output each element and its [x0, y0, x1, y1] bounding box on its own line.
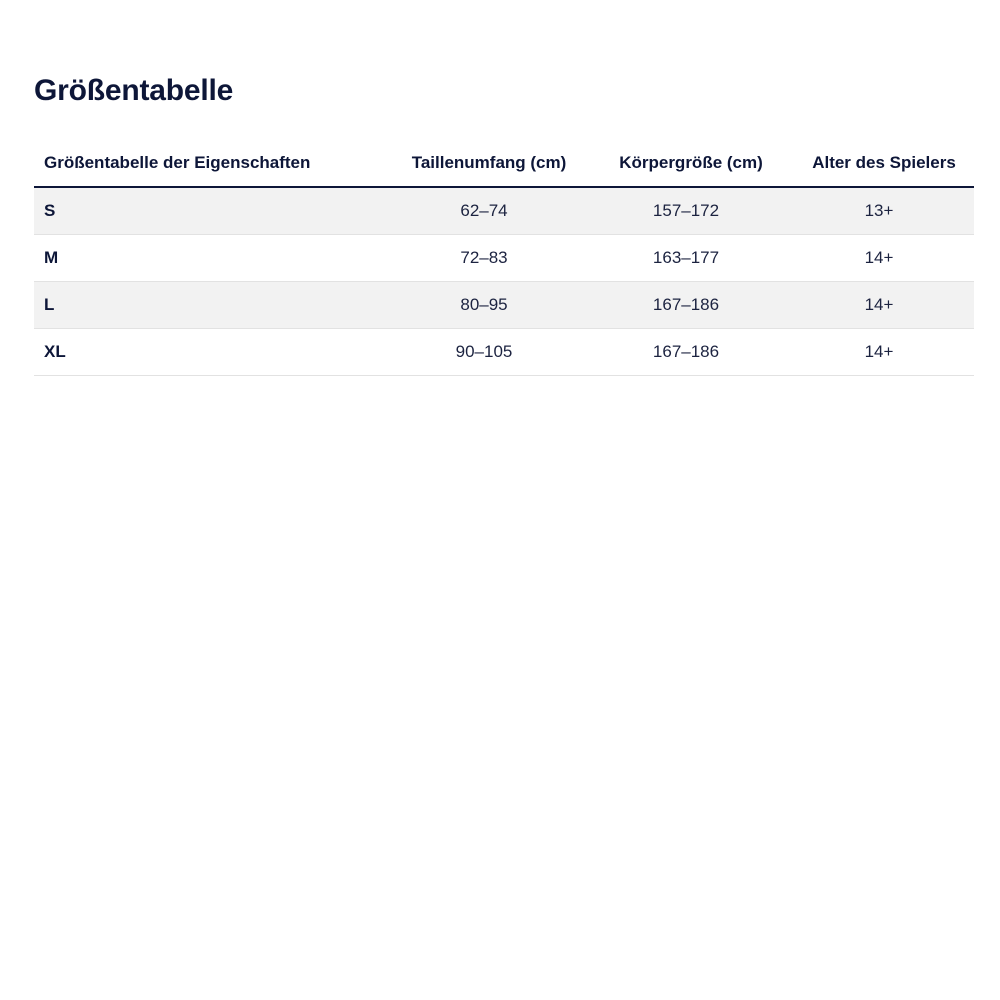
waist-value: 62–74 — [380, 187, 588, 235]
height-value: 167–186 — [588, 329, 784, 376]
waist-value: 72–83 — [380, 235, 588, 282]
header-age: Alter des Spielers — [784, 140, 974, 187]
height-value: 163–177 — [588, 235, 784, 282]
size-chart-table — [34, 140, 974, 376]
table-header-row — [34, 140, 974, 187]
age-value: 13+ — [784, 187, 974, 235]
size-label: L — [34, 282, 380, 329]
table-row — [34, 187, 974, 235]
table-header — [34, 140, 974, 187]
waist-value: 90–105 — [380, 329, 588, 376]
height-value: 157–172 — [588, 187, 784, 235]
page-title: Größentabelle — [34, 74, 234, 107]
age-value: 14+ — [784, 329, 974, 376]
table-row — [34, 235, 974, 282]
waist-value: 80–95 — [380, 282, 588, 329]
table-row — [34, 282, 974, 329]
header-height: Körpergröße (cm) — [588, 140, 784, 187]
header-properties: Größentabelle der Eigenschaften — [34, 140, 380, 187]
age-value: 14+ — [784, 282, 974, 329]
size-label: M — [34, 235, 380, 282]
age-value: 14+ — [784, 235, 974, 282]
header-waist: Taillenumfang (cm) — [380, 140, 588, 187]
height-value: 167–186 — [588, 282, 784, 329]
table-row — [34, 329, 974, 376]
size-label: S — [34, 187, 380, 235]
size-label: XL — [34, 329, 380, 376]
table-body — [34, 187, 974, 376]
